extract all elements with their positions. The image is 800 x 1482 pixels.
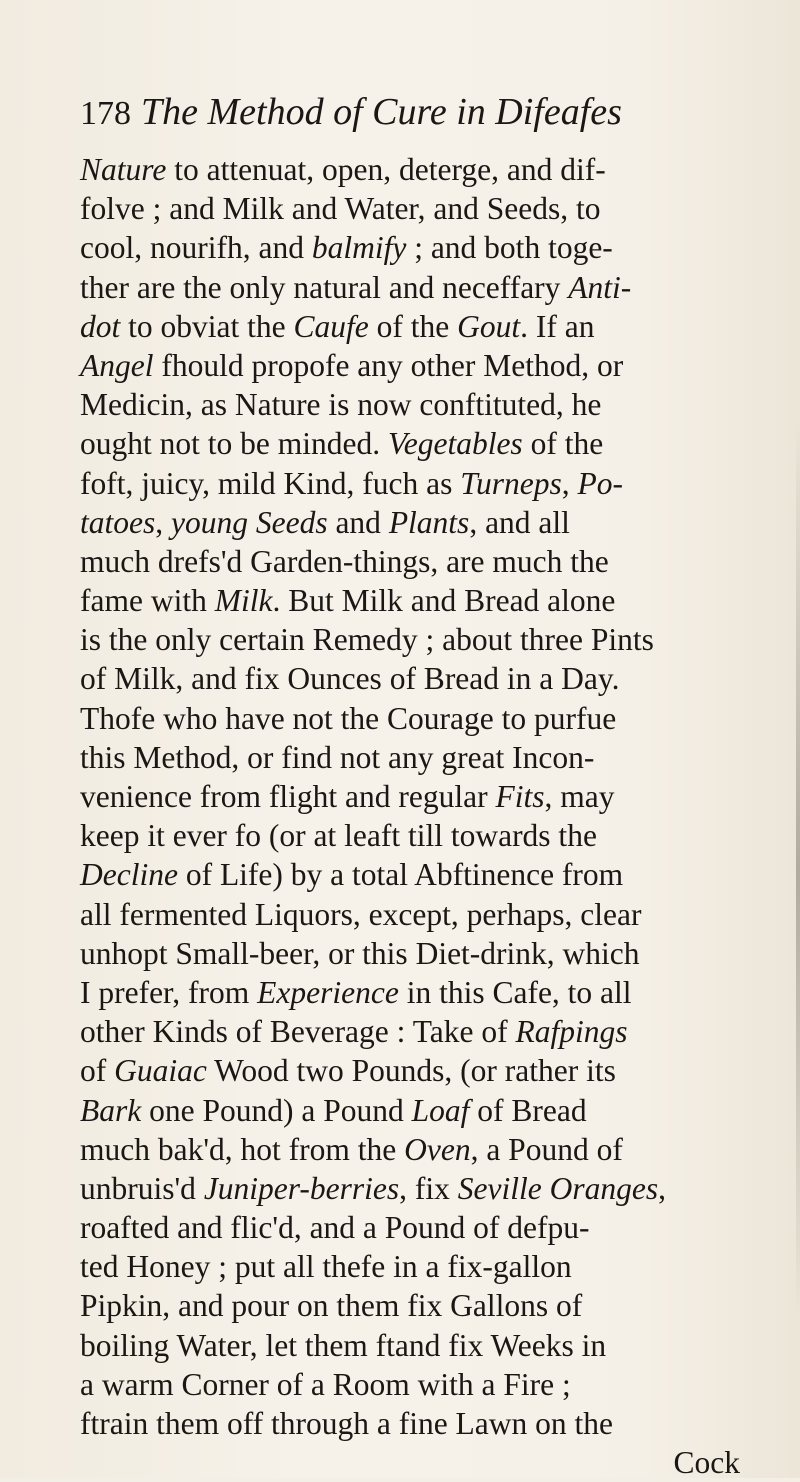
italic-text: Decline xyxy=(80,857,178,893)
text-run: of xyxy=(80,1053,115,1089)
italic-text: Caufe xyxy=(293,308,369,344)
text-line xyxy=(80,855,740,894)
italic-text: Guaiac xyxy=(114,1053,207,1089)
text-line xyxy=(80,895,740,934)
text-line xyxy=(80,464,740,503)
italic-text: Anti- xyxy=(568,269,632,305)
italic-text: Seville Oranges xyxy=(457,1170,659,1206)
text-line xyxy=(80,542,740,581)
text-line xyxy=(80,777,740,816)
text-run: boiling Water, let them ftand fix Weeks in xyxy=(80,1327,607,1363)
text-run: Thofe who have not the Courage to purfue xyxy=(80,700,617,736)
text-run: ; and both toge- xyxy=(406,230,613,266)
text-run: , a Pound of xyxy=(470,1131,623,1167)
text-line xyxy=(80,1365,740,1404)
italic-text: Vegetables xyxy=(387,426,523,462)
text-run: much drefs'd Garden-things, are much the xyxy=(80,543,609,579)
text-run: unhopt Small-beer, or this Diet-drink, which xyxy=(80,935,640,971)
text-run: unbruis'd xyxy=(80,1170,204,1206)
text-run: in this Cafe, to all xyxy=(398,974,632,1010)
text-line xyxy=(80,228,740,267)
text-line xyxy=(80,503,740,542)
italic-text: Nature xyxy=(80,152,167,187)
text-run: , xyxy=(561,465,578,501)
text-line xyxy=(80,973,740,1012)
text-run: of Life) by a total Abftinence from xyxy=(177,857,624,893)
text-run: other Kinds of Beverage : Take of xyxy=(80,1014,516,1050)
text-line xyxy=(80,1169,740,1208)
text-run: is the only certain Remedy ; about three Pints xyxy=(80,622,654,658)
text-line xyxy=(80,1247,740,1286)
text-run: . If an xyxy=(520,308,595,344)
text-run: all fermented Liquors, except, perhaps, clear xyxy=(80,896,642,932)
text-line xyxy=(80,659,740,698)
italic-text: Juniper-berries xyxy=(203,1170,400,1206)
italic-text: Plants xyxy=(388,504,470,540)
text-run: much bak'd, hot from the xyxy=(80,1131,405,1167)
text-run: to attenuat, open, deterge, and dif- xyxy=(166,152,606,187)
text-line xyxy=(80,307,740,346)
italic-text: Po- xyxy=(577,465,624,501)
text-run: , may xyxy=(544,779,615,814)
text-line xyxy=(80,189,740,228)
text-line xyxy=(80,816,740,855)
text-run: fhould propofe any other Method, or xyxy=(153,347,624,383)
text-run: to obviat the xyxy=(120,308,294,344)
text-line xyxy=(80,620,740,659)
text-line xyxy=(80,346,740,385)
italic-text: Fits xyxy=(495,779,545,814)
text-run: ther are the only natural and neceffary xyxy=(80,269,569,305)
italic-text: Experience xyxy=(257,974,399,1010)
italic-text: Gout xyxy=(457,308,521,344)
text-line xyxy=(80,385,740,424)
page-edge-shadow xyxy=(796,420,800,1320)
text-run: fame with xyxy=(80,583,215,619)
text-run: , fix xyxy=(399,1170,458,1206)
page-number: 178 xyxy=(80,95,131,132)
text-run: and xyxy=(327,504,389,540)
text-line xyxy=(80,934,740,973)
italic-text: Angel xyxy=(80,347,154,383)
italic-text: Milk xyxy=(214,583,273,619)
text-run: , xyxy=(658,1170,666,1206)
text-line xyxy=(80,1012,740,1051)
text-line xyxy=(80,1051,740,1090)
text-run: a warm Corner of a Room with a Fire ; xyxy=(80,1366,571,1402)
text-run: ted Honey ; put all thefe in a fix-gallon xyxy=(80,1249,572,1285)
italic-text: Rafpings xyxy=(515,1014,628,1050)
catchword: Cock xyxy=(673,1445,740,1481)
italic-text: Oven xyxy=(404,1131,471,1167)
body-text xyxy=(80,150,740,1482)
text-line xyxy=(80,424,740,463)
text-line xyxy=(80,738,740,777)
text-run: of Bread xyxy=(469,1092,587,1128)
text-line xyxy=(80,699,740,738)
text-run: cool, nourifh, and xyxy=(80,230,312,266)
text-line xyxy=(80,1208,740,1247)
italic-text: balmify xyxy=(311,230,407,266)
italic-text: tatoes xyxy=(80,504,156,540)
text-line xyxy=(80,1326,740,1365)
text-run: I prefer, from xyxy=(80,974,258,1010)
text-run: ftrain them off through a fine Lawn on the xyxy=(80,1406,614,1441)
italic-text: Bark xyxy=(80,1092,142,1128)
text-run: of Milk, and fix Ounces of Bread in a Day. xyxy=(80,661,620,697)
text-line xyxy=(80,1091,740,1130)
text-run: , xyxy=(155,504,171,540)
italic-text: Turneps xyxy=(460,465,562,501)
italic-text: young Seeds xyxy=(171,504,328,540)
text-run: ought not to be minded. xyxy=(80,426,388,462)
text-run: this Method, or find not any great Incon- xyxy=(80,739,595,775)
text-run: , and all xyxy=(469,504,570,540)
text-line xyxy=(80,150,740,189)
text-run: keep it ever fo (or at leaft till towards the xyxy=(80,818,597,854)
text-run: foft, juicy, mild Kind, fuch as xyxy=(80,465,461,501)
text-run: Pipkin, and pour on them fix Gallons of xyxy=(80,1288,583,1324)
text-line xyxy=(80,1130,740,1169)
italic-text: Loaf xyxy=(411,1092,470,1128)
text-run: roafted and flic'd, and a Pound of defpu- xyxy=(80,1210,590,1246)
text-run: . But Milk and Bread alone xyxy=(272,583,616,619)
text-run: Wood two Pounds, (or rather its xyxy=(206,1053,616,1089)
text-run: of the xyxy=(368,308,458,344)
text-line xyxy=(80,1404,740,1443)
text-line xyxy=(80,268,740,307)
page-header xyxy=(80,88,740,138)
text-run: of the xyxy=(522,426,604,462)
text-run: folve ; and Milk and Water, and Seeds, to xyxy=(80,191,601,227)
running-title: The Method of Cure in Difeafes xyxy=(141,91,622,133)
italic-text: dot xyxy=(80,308,121,344)
text-run: venience from flight and regular xyxy=(80,779,496,814)
text-line xyxy=(80,1286,740,1325)
text-run: one Pound) a Pound xyxy=(141,1092,412,1128)
text-run: Medicin, as Nature is now conftituted, he xyxy=(80,387,602,423)
text-line xyxy=(80,581,740,620)
